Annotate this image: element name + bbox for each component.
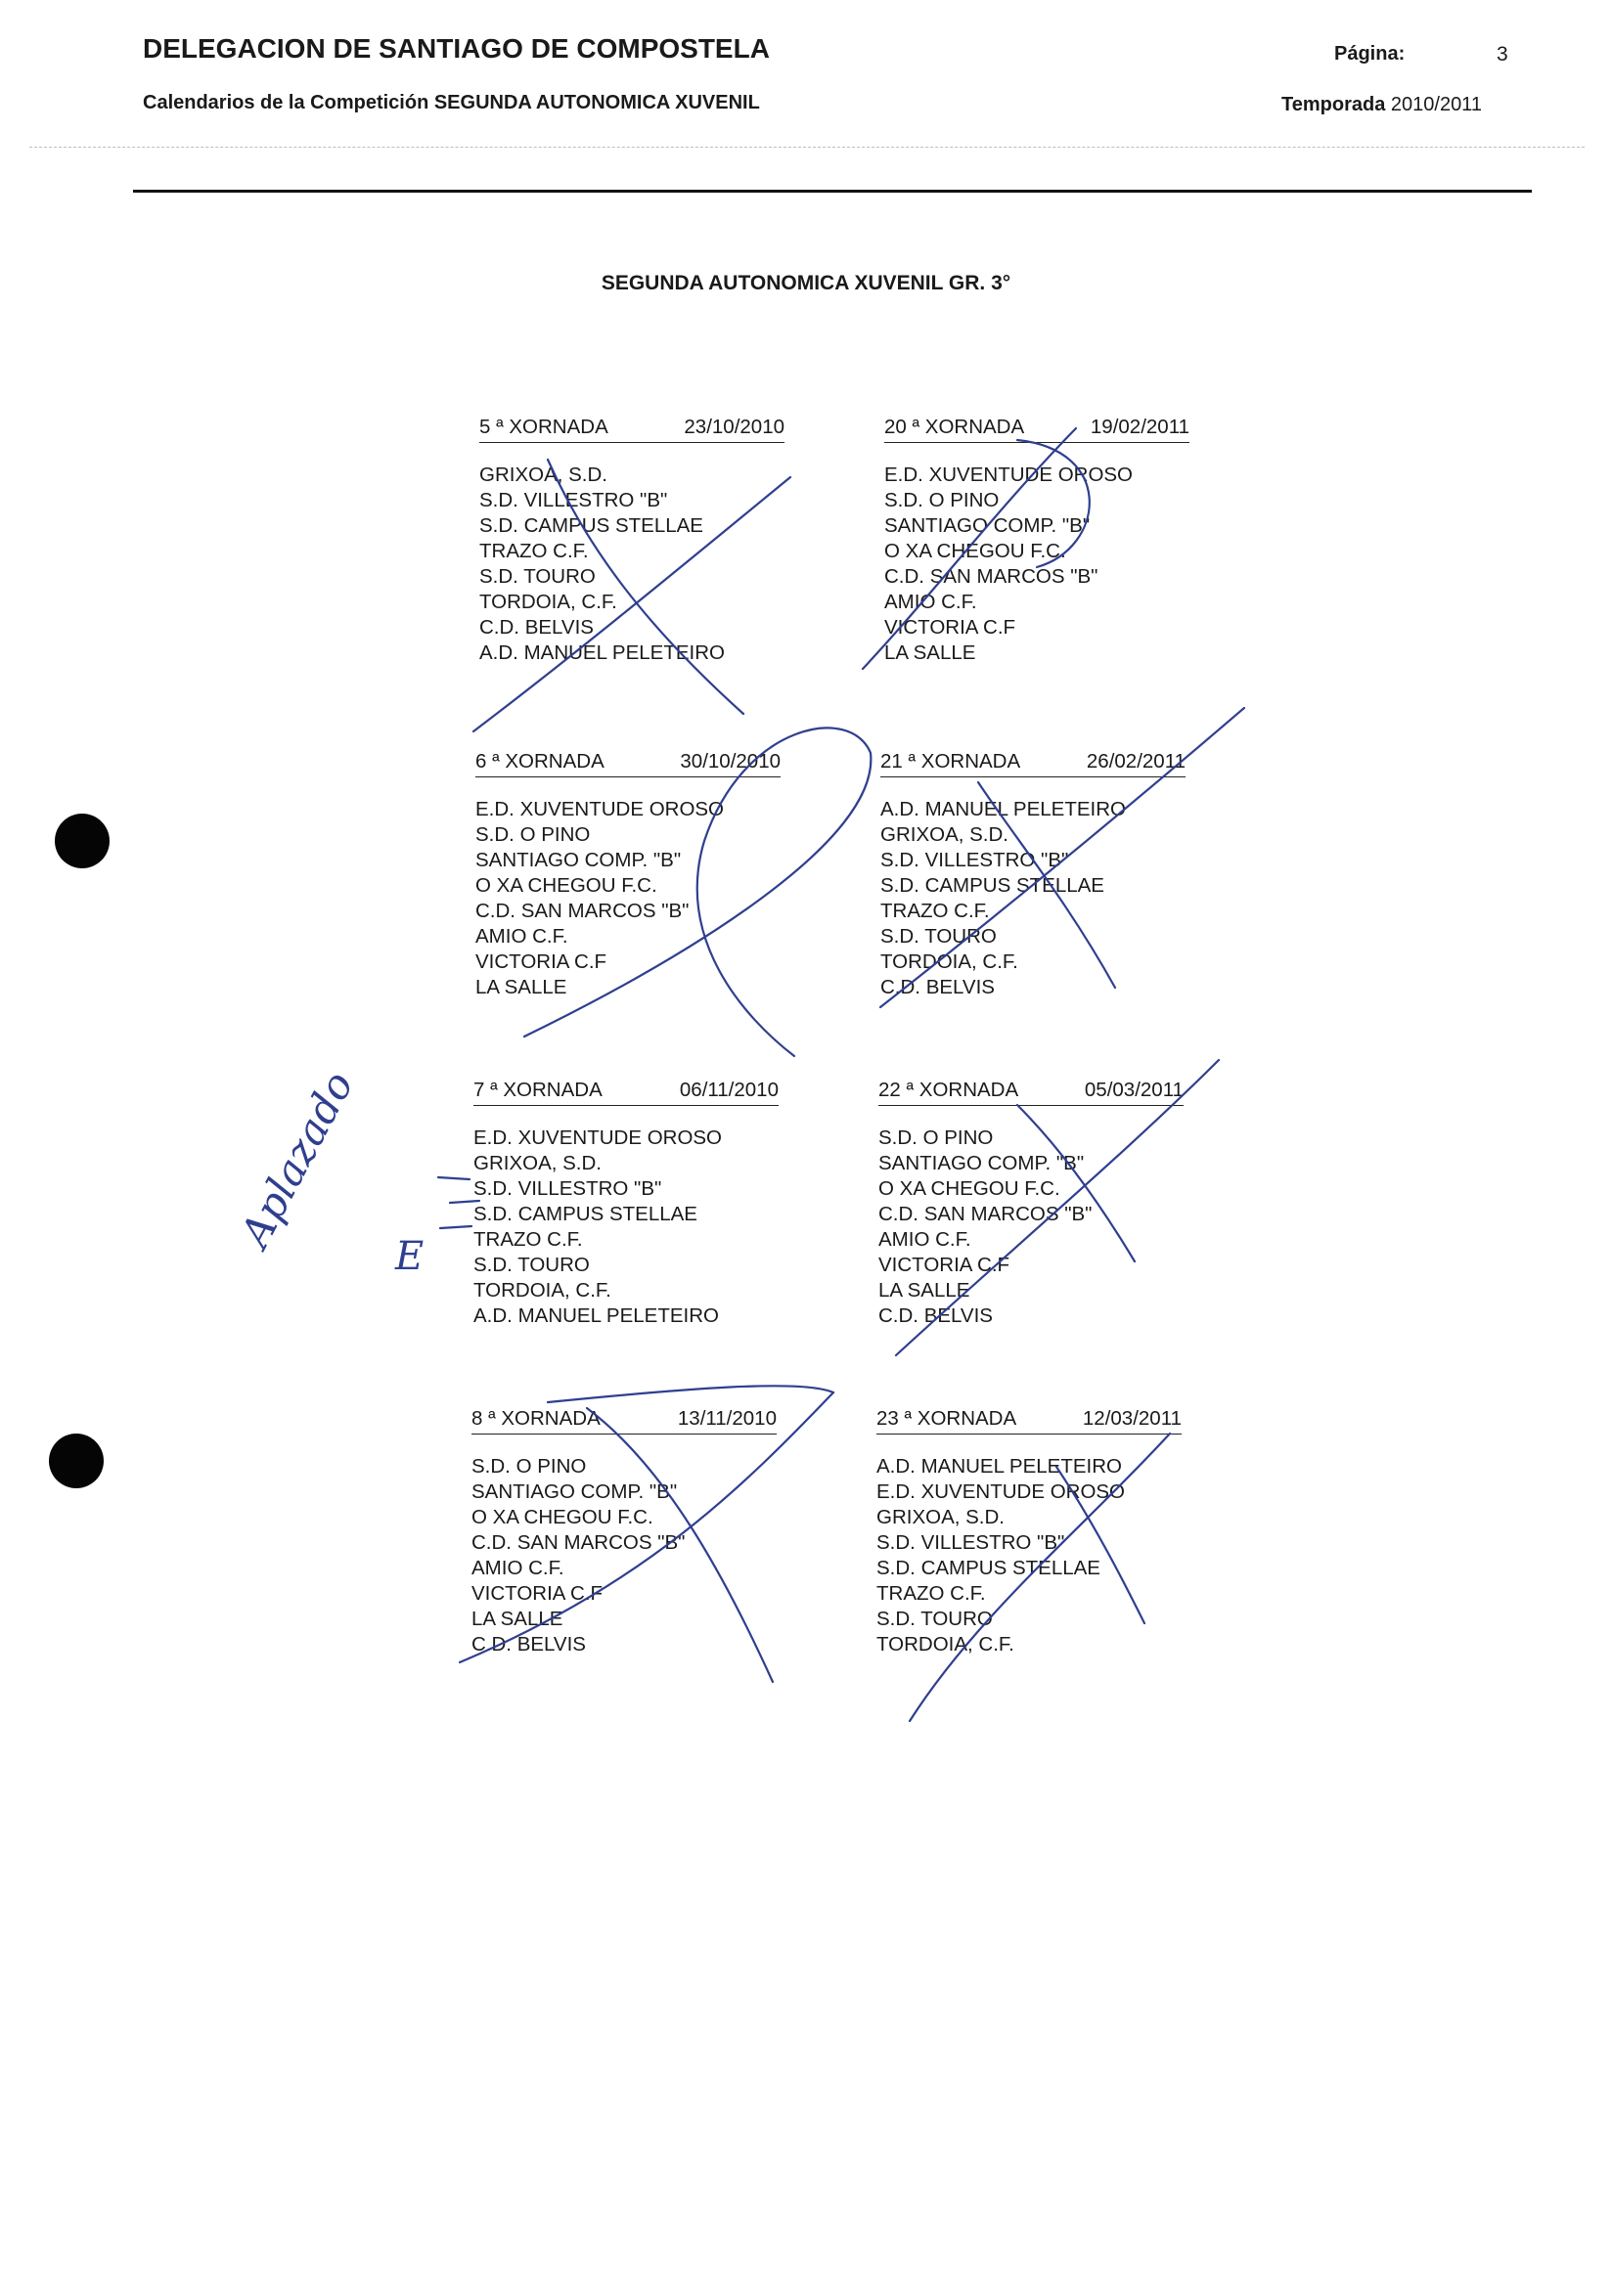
cross-stroke — [548, 1386, 833, 1402]
cross-stroke — [1056, 1467, 1144, 1623]
round-date: 13/11/2010 — [677, 1407, 777, 1430]
page-number: 3 — [1497, 43, 1508, 66]
team-item: S.D. TOURO — [479, 565, 596, 588]
team-item: S.D. VILLESTRO "B" — [473, 1177, 662, 1200]
round-name: 22 ª XORNADA — [878, 1079, 1019, 1101]
cross-stroke — [880, 708, 1244, 1007]
cross-stroke — [978, 782, 1115, 988]
margin-dash — [438, 1177, 470, 1179]
team-item: AMIO C.F. — [475, 925, 568, 948]
team-item: S.D. O PINO — [878, 1126, 994, 1149]
team-item: C.D. SAN MARCOS "B" — [475, 900, 690, 922]
team-item: VICTORIA C.F — [471, 1582, 604, 1605]
team-item: C.D. BELVIS — [878, 1304, 993, 1327]
round-date: 12/03/2011 — [1082, 1407, 1182, 1430]
team-item: S.D. TOURO — [473, 1254, 590, 1276]
team-item: S.D. CAMPUS STELLAE — [880, 874, 1104, 897]
cross-stroke — [548, 460, 743, 714]
document-subtitle: Calendarios de la Competición SEGUNDA AUTONOMICA XUVENIL — [143, 92, 760, 113]
team-item: C.D. BELVIS — [471, 1633, 586, 1656]
team-item: C.D. SAN MARCOS "B" — [884, 565, 1098, 588]
round-date: 30/10/2010 — [680, 750, 781, 773]
round-date: 06/11/2010 — [679, 1079, 779, 1101]
team-item: SANTIAGO COMP. "B" — [878, 1152, 1085, 1174]
team-item: O XA CHEGOU F.C. — [884, 540, 1066, 562]
team-item: TRAZO C.F. — [880, 900, 990, 922]
team-item: AMIO C.F. — [878, 1228, 971, 1251]
round-name: 5 ª XORNADA — [479, 416, 608, 438]
document-title: DELEGACION DE SANTIAGO DE COMPOSTELA — [143, 33, 770, 64]
team-item: TORDOIA, C.F. — [880, 950, 1018, 973]
team-item: S.D. CAMPUS STELLAE — [473, 1203, 697, 1225]
team-item: GRIXOA, S.D. — [479, 464, 607, 486]
cross-stroke — [460, 1392, 833, 1662]
team-item: S.D. O PINO — [471, 1455, 587, 1478]
team-item: LA SALLE — [878, 1279, 970, 1302]
page-label: Página: — [1334, 43, 1406, 65]
team-item: S.D. O PINO — [884, 489, 1000, 511]
team-item: GRIXOA, S.D. — [473, 1152, 602, 1174]
team-item: S.D. TOURO — [880, 925, 997, 948]
team-item: C.D. SAN MARCOS "B" — [471, 1531, 686, 1554]
handwritten-letter: E — [395, 1234, 425, 1279]
team-item: TRAZO C.F. — [876, 1582, 986, 1605]
cross-stroke — [1017, 1105, 1135, 1261]
team-item: SANTIAGO COMP. "B" — [475, 849, 682, 871]
round-date: 23/10/2010 — [684, 416, 784, 438]
team-item: C.D. SAN MARCOS "B" — [878, 1203, 1093, 1225]
round-date: 26/02/2011 — [1086, 750, 1186, 773]
round-name: 21 ª XORNADA — [880, 750, 1021, 773]
margin-dash — [440, 1226, 471, 1228]
team-item: S.D. VILLESTRO "B" — [479, 489, 668, 511]
team-item: S.D. CAMPUS STELLAE — [876, 1557, 1100, 1579]
team-item: E.D. XUVENTUDE OROSO — [473, 1126, 723, 1149]
section-title: SEGUNDA AUTONOMICA XUVENIL GR. 3° — [601, 272, 1011, 294]
team-item: S.D. CAMPUS STELLAE — [479, 514, 703, 537]
cross-stroke — [896, 1060, 1219, 1355]
round-name: 8 ª XORNADA — [471, 1407, 601, 1430]
season-label: Temporada — [1281, 94, 1386, 115]
team-item: C.D. BELVIS — [479, 616, 594, 639]
round-date: 05/03/2011 — [1084, 1079, 1184, 1101]
team-item: GRIXOA, S.D. — [880, 823, 1008, 846]
team-item: LA SALLE — [884, 641, 976, 664]
round-name: 6 ª XORNADA — [475, 750, 604, 773]
team-item: AMIO C.F. — [884, 591, 977, 613]
team-item: A.D. MANUEL PELETEIRO — [880, 798, 1126, 820]
team-item: S.D. VILLESTRO "B" — [880, 849, 1069, 871]
team-item: VICTORIA C.F — [878, 1254, 1010, 1276]
cross-stroke — [473, 477, 790, 731]
team-item: LA SALLE — [475, 976, 567, 998]
round-name: 20 ª XORNADA — [884, 416, 1025, 438]
team-item: S.D. VILLESTRO "B" — [876, 1531, 1065, 1554]
team-item: TRAZO C.F. — [473, 1228, 583, 1251]
team-item: TORDOIA, C.F. — [876, 1633, 1014, 1656]
cross-stroke — [587, 1408, 773, 1682]
team-item: SANTIAGO COMP. "B" — [884, 514, 1091, 537]
season-value: 2010/2011 — [1390, 94, 1482, 115]
team-item: E.D. XUVENTUDE OROSO — [884, 464, 1134, 486]
team-item: A.D. MANUEL PELETEIRO — [876, 1455, 1122, 1478]
cross-stroke — [910, 1434, 1170, 1721]
team-item: E.D. XUVENTUDE OROSO — [475, 798, 725, 820]
team-item: AMIO C.F. — [471, 1557, 564, 1579]
team-item: E.D. XUVENTUDE OROSO — [876, 1480, 1126, 1503]
loop-stroke — [524, 728, 871, 1056]
team-item: A.D. MANUEL PELETEIRO — [473, 1304, 719, 1327]
team-item: TORDOIA, C.F. — [473, 1279, 611, 1302]
team-item: S.D. O PINO — [475, 823, 591, 846]
team-item: C.D. BELVIS — [880, 976, 995, 998]
team-item: O XA CHEGOU F.C. — [878, 1177, 1060, 1200]
team-item: O XA CHEGOU F.C. — [475, 874, 657, 897]
team-item: VICTORIA C.F — [884, 616, 1016, 639]
round-name: 7 ª XORNADA — [473, 1079, 603, 1101]
team-item: O XA CHEGOU F.C. — [471, 1506, 653, 1528]
team-item: TORDOIA, C.F. — [479, 591, 617, 613]
team-item: S.D. TOURO — [876, 1608, 993, 1630]
team-item: VICTORIA C.F — [475, 950, 607, 973]
round-name: 23 ª XORNADA — [876, 1407, 1017, 1430]
team-item: LA SALLE — [471, 1608, 563, 1630]
round-date: 19/02/2011 — [1090, 416, 1189, 438]
handwritten-note: Aplazado — [231, 1063, 363, 1256]
team-item: A.D. MANUEL PELETEIRO — [479, 641, 725, 664]
margin-dash — [450, 1201, 479, 1203]
team-item: SANTIAGO COMP. "B" — [471, 1480, 678, 1503]
cross-stroke — [1017, 440, 1090, 567]
team-item: TRAZO C.F. — [479, 540, 589, 562]
team-item: GRIXOA, S.D. — [876, 1506, 1005, 1528]
cross-stroke — [863, 428, 1076, 669]
